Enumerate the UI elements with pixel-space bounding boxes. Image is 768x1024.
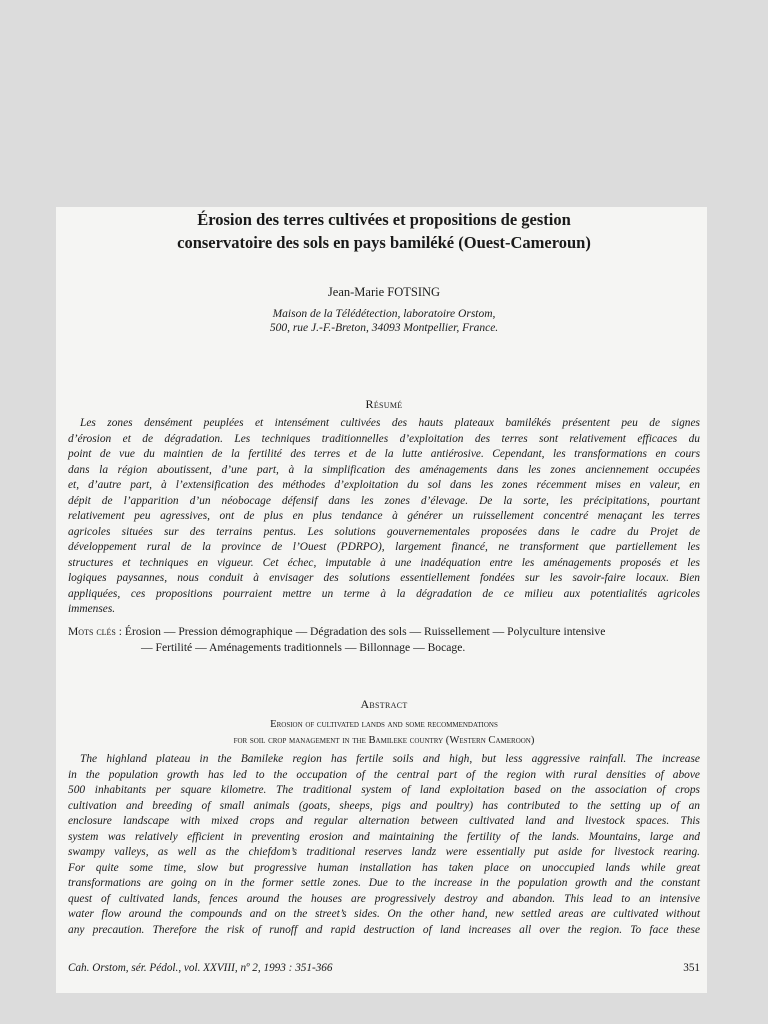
abstract-paragraph: [68, 752, 700, 938]
resume-line: d’érosion et de dégradation. Les techniques traditionnelles d’exploitation des terres sont relativement efficaces du: [68, 432, 700, 445]
abstract-line: water flow around the compounds and on the street’s sides. On the other hand, new settled areas are cultivated without: [68, 908, 700, 920]
abstract-line: transformations are going on in the former settle zones. Due to the increase in the population growth and the constant: [68, 877, 700, 889]
abstract-line: quest of cultivated lands, fences around the houses are progressively destroy and abandon. This lead to an intensive: [68, 892, 700, 905]
abstract-subtitle-line-2: for soil crop management in the Bamileke country (Western Cameroon): [233, 735, 535, 746]
author-name: Jean-Marie FOTSING: [327, 285, 441, 299]
abstract-line: 500 inhabitants per square kilometre. The traditional system of land exploitation based on the association of crops: [68, 784, 700, 796]
abstract-line: enclosure landscape with mixed crops and regular alternation between cultivated land and livestock spaces. This: [68, 815, 700, 827]
article-title: [62, 208, 706, 254]
resume-line: agricoles situées sur des terrains pentus. Les solutions gouvernementales proposées dans le cadre du Projet de: [68, 525, 700, 538]
title-line-1: Érosion des terres cultivées et propositions de gestion: [197, 210, 571, 229]
abstract-line: system was relatively efficient in preventing erosion and maintaining the fertility of the lands. Mountains, large and: [68, 830, 700, 843]
abstract-line: cultivation and breeding of small animals (goats, sheeps, pigs and poultry) has contributed to the setting up of an: [68, 799, 700, 812]
resume-line: logiques paysannes, nous conduit à envisager des solutions essentiellement fondées sur les savoir-faire locaux. Bien: [68, 572, 700, 584]
resume-line: structures et techniques en vigueur. Cet échec, imputable à une inadéquation entre les aménagements proposés et les: [68, 556, 700, 569]
keywords-line-1: [68, 624, 704, 640]
resume-line: et, d’autre part, à l’extensification des méthodes d’exploitation du sol dans les zones récemment mises en valeur, en: [68, 479, 700, 491]
resume-line: point de vue du maintien de la fertilité des terres et de la lutte antiérosive. Cependant, les transformations en cours: [68, 448, 700, 460]
resume-line: appliquées, ces propositions pourraient mettre un terme à la dégradation de ce milieu aux potentialités agricoles: [68, 587, 700, 600]
abstract-line: The highland plateau in the Bamileke region has fertile soils and high, but less aggressive rainfall. The increase: [80, 753, 700, 765]
affiliation-line-2: 500, rue J.-F.-Breton, 34093 Montpellier, France.: [269, 322, 499, 334]
resume-line: développement rural de la province de l’Ouest (PDRPO), largement financé, ne transforment que partiellement les: [68, 541, 700, 553]
keywords-label: Mots clés :: [68, 625, 122, 638]
resume-line: dans la région aboutissent, d’une part, à la simplification des aménagements dans les zones anciennement occupées: [68, 463, 700, 476]
affiliation: [62, 307, 706, 335]
title-line-2: conservatoire des sols en pays bamiléké (Ouest-Cameroun): [177, 233, 591, 252]
abstract-subtitle: [62, 717, 706, 749]
resume-paragraph: [68, 416, 700, 618]
resume-line: Les zones densément peuplées et intensément cultivées des hauts plateaux bamilékés présentent peu de signes: [80, 417, 700, 429]
keywords: [68, 624, 704, 656]
abstract-subtitle-line-1: Erosion of cultivated lands and some recommendations: [270, 719, 498, 730]
resume-line: immenses.: [68, 603, 116, 615]
abstract-line: any precaution. Therefore the risk of runoff and rapid destruction of land increases all over the region. To face these: [68, 923, 700, 936]
page-number: 351: [683, 962, 700, 974]
abstract-line: in the population growth has led to the occupation of the central part of the region with rural densities of above: [68, 768, 700, 781]
abstract-line: For quite some time, slow but progressive human installation has taken place on unoccupied lands while great: [68, 861, 700, 874]
resume-heading: Résumé: [365, 397, 403, 411]
resume-line: dépit de l’apparition d’un néobocage défensif dans les zones d’élevage. De la sorte, les précipitations, pourtant: [68, 494, 700, 507]
abstract-heading: Abstract: [360, 697, 408, 711]
keywords-text-1: Érosion — Pression démographique — Dégradation des sols — Ruissellement — Polyculture intensive: [124, 625, 606, 638]
journal-citation: Cah. Orstom, sér. Pédol., vol. XXVIII, nº 2, 1993 : 351-366: [68, 962, 333, 974]
keywords-line-2: — Fertilité — Aménagements traditionnels — Billonnage — Bocage.: [141, 641, 466, 654]
affiliation-line-1: Maison de la Télédétection, laboratoire Orstom,: [272, 308, 496, 320]
abstract-line: swampy valleys, as well as the chiefdom’s traditional reserves landz were essentially put aside for livestock rearing.: [68, 846, 700, 858]
resume-line: relativement peu agressives, ont de plus en plus tendance à générer un ruissellement concentré menaçant les terres: [68, 510, 700, 522]
